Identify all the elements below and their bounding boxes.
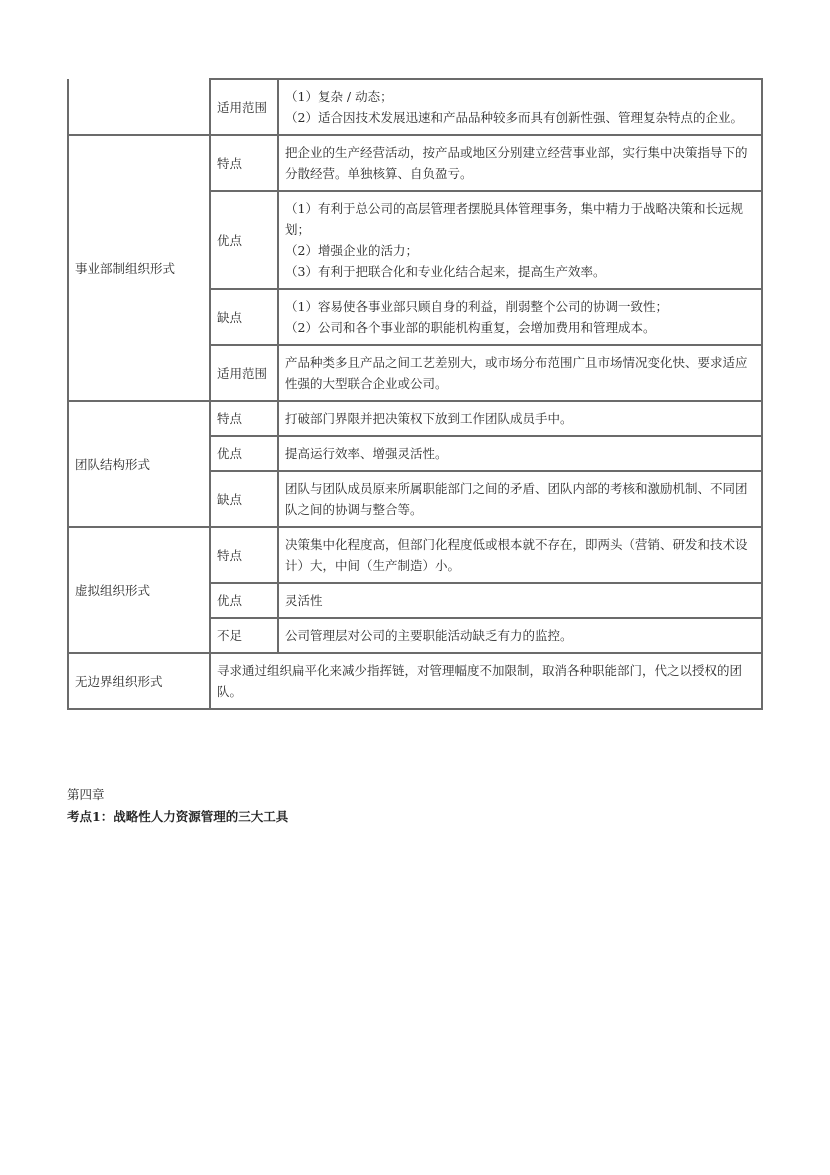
content-cell: 寻求通过组织扁平化来减少指挥链，对管理幅度不加限制，取消各种职能部门，代之以授权的团队。 xyxy=(210,653,762,709)
content-cell xyxy=(278,289,762,345)
row-label-cell: 优点 xyxy=(210,191,278,289)
content-line: 提高运行效率、增强灵活性。 xyxy=(285,446,448,461)
content-line: （1）复杂 / 动态； xyxy=(285,89,393,104)
group-name-cell: 虚拟组织形式 xyxy=(68,527,210,653)
content-cell xyxy=(278,618,762,653)
content-line: （2）公司和各个事业部的职能机构重复，会增加费用和管理成本。 xyxy=(285,320,656,335)
content-line: （1）容易使各事业部只顾自身的利益，削弱整个公司的协调一致性； xyxy=(285,299,668,314)
table-row xyxy=(68,401,762,436)
organization-forms-table xyxy=(67,78,763,710)
content-cell xyxy=(278,79,762,135)
table-row xyxy=(68,527,762,583)
content-cell xyxy=(278,471,762,527)
content-cell xyxy=(278,191,762,289)
content-line: （2）增强企业的活力； xyxy=(285,243,418,258)
row-label-cell: 缺点 xyxy=(210,289,278,345)
row-label-cell: 特点 xyxy=(210,401,278,436)
row-label-cell: 优点 xyxy=(210,583,278,618)
content-cell xyxy=(278,436,762,471)
content-line: （1）有利于总公司的高层管理者摆脱具体管理事务，集中精力于战略决策和长远规划； xyxy=(285,201,743,237)
row-label-cell: 缺点 xyxy=(210,471,278,527)
chapter-section xyxy=(67,784,288,828)
table-row xyxy=(68,79,762,135)
row-label-cell: 优点 xyxy=(210,436,278,471)
content-line: 打破部门界限并把决策权下放到工作团队成员手中。 xyxy=(285,411,573,426)
content-cell xyxy=(278,345,762,401)
content-line: （3）有利于把联合化和专业化结合起来，提高生产效率。 xyxy=(285,264,606,279)
content-cell xyxy=(278,527,762,583)
row-label-cell: 适用范围 xyxy=(210,345,278,401)
content-cell xyxy=(278,135,762,191)
group-name-cell: 无边界组织形式 xyxy=(68,653,210,709)
row-label-cell: 特点 xyxy=(210,527,278,583)
content-line: 把企业的生产经营活动，按产品或地区分别建立经营事业部，实行集中决策指导下的分散经营。单独核算、自负盈亏。 xyxy=(285,145,748,181)
topic-heading: 考点1：战略性人力资源管理的三大工具 xyxy=(67,809,289,824)
content-line: 团队与团队成员原来所属职能部门之间的矛盾、团队内部的考核和激励机制、不同团队之间的协调与整合等。 xyxy=(285,481,748,517)
document-page xyxy=(67,78,761,710)
chapter-title: 第四章 xyxy=(67,787,105,802)
row-label-cell: 特点 xyxy=(210,135,278,191)
group-name-cell-continued xyxy=(68,79,210,135)
content-line: 灵活性 xyxy=(285,593,323,608)
table-row xyxy=(68,653,762,709)
content-line: 公司管理层对公司的主要职能活动缺乏有力的监控。 xyxy=(285,628,573,643)
group-name-cell: 事业部制组织形式 xyxy=(68,135,210,401)
content-line: （2）适合因技术发展迅速和产品品种较多而具有创新性强、管理复杂特点的企业。 xyxy=(285,110,743,125)
row-label-cell: 适用范围 xyxy=(210,79,278,135)
group-name-cell: 团队结构形式 xyxy=(68,401,210,527)
content-cell xyxy=(278,583,762,618)
content-line: 产品种类多且产品之间工艺差别大，或市场分布范围广且市场情况变化快、要求适应性强的大型联合企业或公司。 xyxy=(285,355,748,391)
table-row xyxy=(68,135,762,191)
content-line: 决策集中化程度高，但部门化程度低或根本就不存在，即两头（营销、研发和技术设计）大，中间（生产制造）小。 xyxy=(285,537,748,573)
content-cell xyxy=(278,401,762,436)
row-label-cell: 不足 xyxy=(210,618,278,653)
